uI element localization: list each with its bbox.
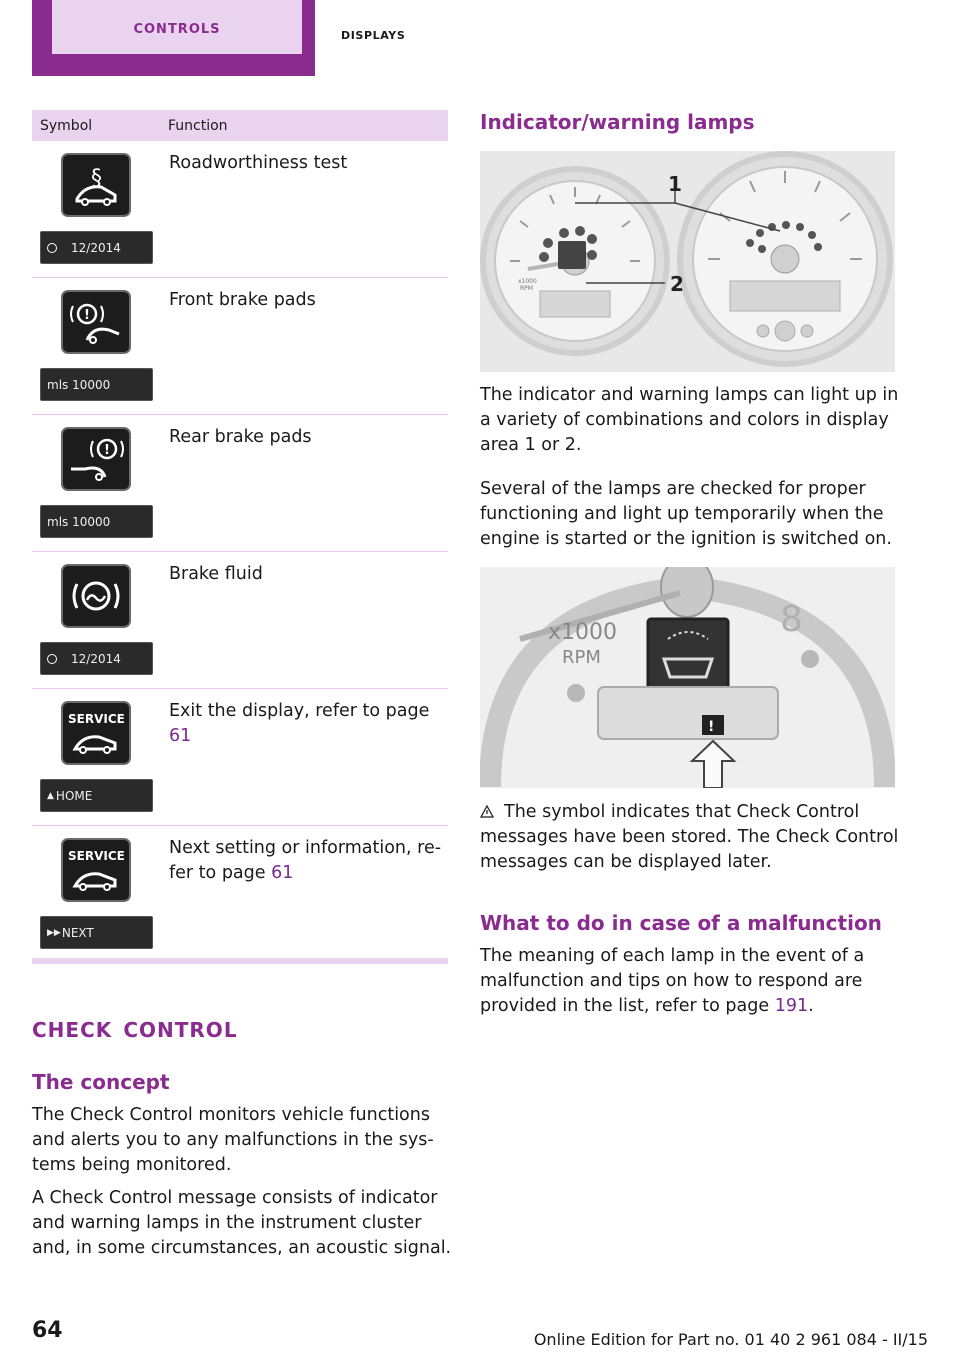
page-link[interactable]: 191 (774, 996, 809, 1016)
warning-triangle-icon (480, 801, 494, 814)
lamps-paragraph-1: The indicator and warning lamps can light up in a variety of combinations and colors in display area 1 or 2. (480, 385, 899, 455)
display-strip (40, 779, 153, 812)
function-text (169, 562, 444, 587)
function-label: Front brake pads (169, 290, 316, 310)
service-car-icon (61, 701, 131, 765)
page-link[interactable]: 61 (271, 863, 294, 883)
col-header-symbol: Symbol (40, 117, 93, 134)
function-text (169, 288, 444, 313)
up-arrow-icon: ▲ (47, 790, 54, 801)
svg-text:!: ! (84, 308, 90, 323)
strip-text: mls 10000 (47, 514, 111, 529)
svg-text:RPM: RPM (520, 285, 533, 292)
svg-text:!: ! (708, 719, 715, 735)
display-strip (40, 231, 153, 264)
display-strip (40, 368, 153, 401)
function-label: Next setting or information, re‐fer to page (169, 838, 442, 883)
tab-displays[interactable]: displays (341, 24, 406, 43)
svg-text:§: § (91, 166, 102, 191)
callout-1: 1 (668, 172, 682, 196)
front-brake-pads-icon (61, 290, 131, 354)
strip-text: mls 10000 (47, 377, 111, 392)
tab-controls-label: controls (133, 16, 221, 38)
function-label: Brake fluid (169, 564, 263, 584)
function-label: Rear brake pads (169, 427, 312, 447)
strip-text: NEXT (61, 925, 94, 940)
svg-text:x1000: x1000 (518, 278, 537, 285)
service-car-icon (61, 838, 131, 902)
subheading-indicator-warning-lamps: Indicator/warning lamps (480, 110, 755, 134)
malfunction-end: . (808, 996, 814, 1016)
symbol-note-paragraph (480, 800, 900, 875)
tab-controls[interactable] (32, 0, 315, 76)
function-text (169, 151, 444, 176)
section-heading-check-control: check control (32, 1010, 238, 1044)
strip-text: 12/2014 (71, 651, 121, 666)
roadworthiness-icon (61, 153, 131, 217)
malfunction-text: The meaning of each lamp in the event of a malfunction and tips on how to respond are provided in the list, refer to page (480, 946, 865, 1016)
clock-icon (47, 654, 57, 664)
svg-text:8: 8 (780, 599, 803, 640)
instrument-cluster-figure (480, 151, 895, 372)
symbol-note-text: The symbol indicates that Check Control messages have been stored. The Check Control messages can be displayed later. (480, 802, 899, 872)
function-text (169, 836, 444, 886)
svg-text:SERVICE: SERVICE (68, 712, 125, 726)
display-strip (40, 642, 153, 675)
table-bottom-rule (32, 958, 448, 964)
function-label: Roadworthiness test (169, 153, 348, 173)
check-control-symbol-figure (480, 567, 895, 788)
table-row (32, 415, 448, 552)
clock-icon (47, 243, 57, 253)
concept-paragraph-1: The Check Control monitors vehicle functions and alerts you to any malfunctions in the sys‐tems being monitored. (32, 1105, 434, 1175)
display-strip (40, 505, 153, 538)
svg-text:x1000: x1000 (548, 620, 618, 645)
col-header-function: Function (168, 117, 228, 134)
function-label: Exit the display, refer to page (169, 701, 430, 721)
subheading-malfunction: What to do in case of a malfunction (480, 911, 882, 935)
table-row (32, 826, 448, 963)
table-row (32, 689, 448, 826)
page-link[interactable]: 61 (169, 726, 192, 746)
table-row (32, 141, 448, 278)
malfunction-paragraph (480, 944, 900, 1019)
symbol-function-table (32, 110, 448, 963)
strip-text: 12/2014 (71, 240, 121, 255)
fast-forward-icon: ▶▶ (47, 927, 61, 938)
function-text (169, 425, 444, 450)
concept-paragraph-2: A Check Control message consists of indicator and warning lamps in the instrument cluster and, in some circumstances, an acoustic signal. (32, 1188, 452, 1258)
callout-2: 2 (670, 272, 684, 296)
footer-edition: Online Edition for Part no. 01 40 2 961 084 - II/15 (533, 1330, 928, 1349)
tab-controls-inner (52, 0, 302, 54)
table-header (32, 110, 448, 141)
brake-fluid-icon (61, 564, 131, 628)
svg-text:SERVICE: SERVICE (68, 849, 125, 863)
table-row (32, 278, 448, 415)
rear-brake-pads-icon (61, 427, 131, 491)
table-row (32, 552, 448, 689)
page-number: 64 (32, 1318, 63, 1343)
strip-text: HOME (55, 788, 93, 803)
svg-text:!: ! (104, 443, 110, 458)
svg-text:RPM: RPM (562, 647, 601, 668)
lamps-paragraph-2: Several of the lamps are checked for proper functioning and light up temporarily when the engine is started or the ignition is switched on. (480, 479, 892, 549)
function-text (169, 699, 444, 749)
subheading-concept: The concept (32, 1070, 170, 1094)
display-strip (40, 916, 153, 949)
